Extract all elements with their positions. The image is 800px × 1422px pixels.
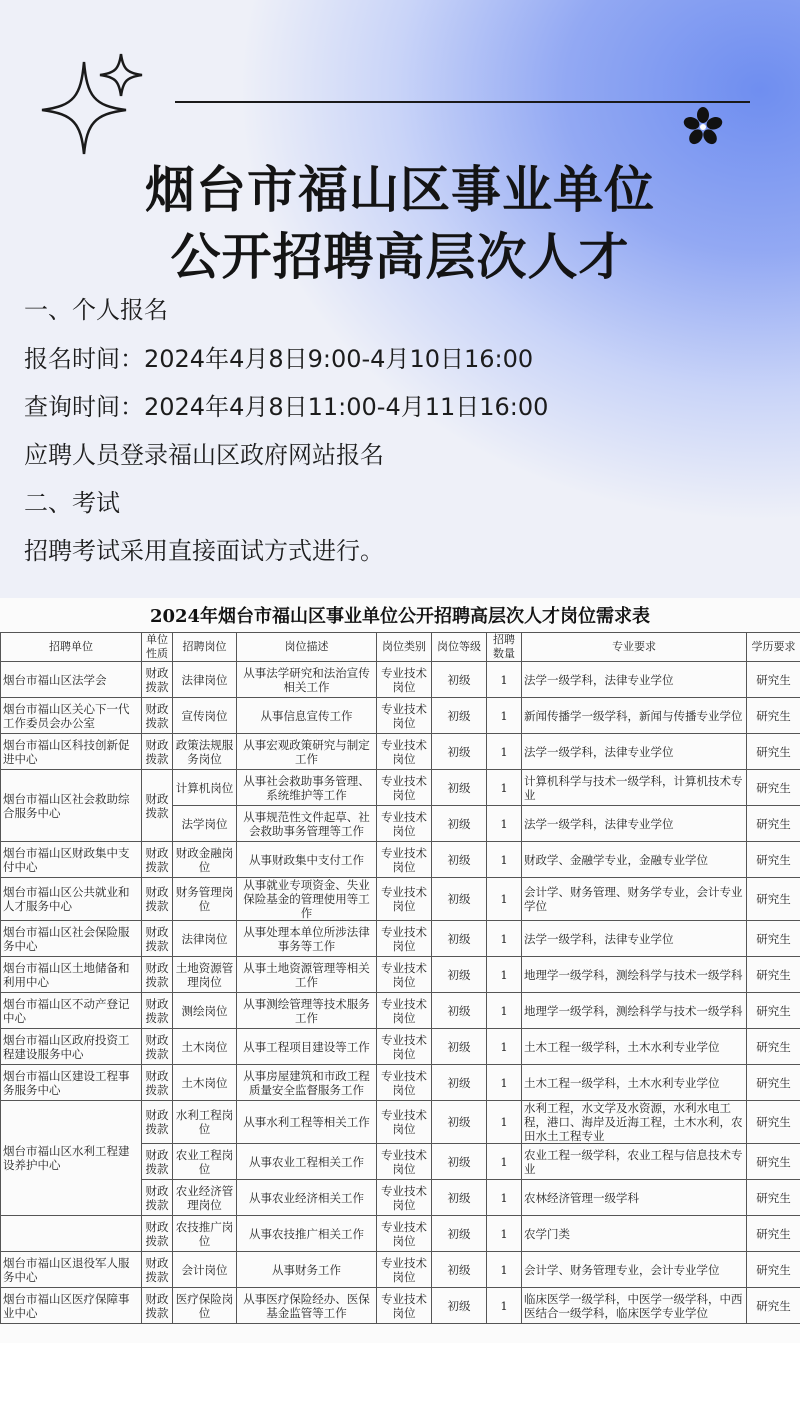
education-cell: 研究生 — [747, 993, 800, 1029]
category-cell: 专业技术岗位 — [377, 770, 432, 806]
post-cell: 财务管理岗位 — [173, 878, 237, 921]
nature-cell: 财政拨款 — [142, 957, 173, 993]
category-cell: 专业技术岗位 — [377, 921, 432, 957]
category-cell: 专业技术岗位 — [377, 1288, 432, 1324]
major-cell: 农业工程一级学科，农业工程与信息技术专业 — [522, 1144, 747, 1180]
post-cell: 法学岗位 — [173, 806, 237, 842]
major-cell: 计算机科学与技术一级学科，计算机技术专业 — [522, 770, 747, 806]
unit-cell: 烟台市福山区科技创新促进中心 — [1, 734, 142, 770]
unit-cell: 烟台市福山区政府投资工程建设服务中心 — [1, 1029, 142, 1065]
count-cell: 1 — [487, 1288, 522, 1324]
description-cell: 从事财务工作 — [237, 1252, 377, 1288]
education-cell: 研究生 — [747, 770, 800, 806]
post-cell: 会计岗位 — [173, 1252, 237, 1288]
count-cell: 1 — [487, 734, 522, 770]
poster-title-line2: 公开招聘高层次人才 — [170, 227, 630, 286]
major-cell: 土木工程一级学科，土木水利专业学位 — [522, 1065, 747, 1101]
decorative-line — [175, 101, 750, 103]
level-cell: 初级 — [432, 770, 487, 806]
category-cell: 专业技术岗位 — [377, 1101, 432, 1144]
major-cell: 法学一级学科，法律专业学位 — [522, 921, 747, 957]
header-cell: 专业要求 — [522, 633, 747, 662]
unit-cell: 烟台市福山区建设工程事务服务中心 — [1, 1065, 142, 1101]
nature-cell: 财政拨款 — [142, 698, 173, 734]
nature-cell: 财政拨款 — [142, 921, 173, 957]
table-row — [1, 878, 800, 921]
post-cell: 土木岗位 — [173, 1065, 237, 1101]
major-cell: 地理学一级学科，测绘科学与技术一级学科 — [522, 993, 747, 1029]
count-cell: 1 — [487, 921, 522, 957]
category-cell: 专业技术岗位 — [377, 1252, 432, 1288]
post-cell: 农业工程岗位 — [173, 1144, 237, 1180]
major-cell: 新闻传播学一级学科，新闻与传播专业学位 — [522, 698, 747, 734]
description-cell: 从事工程项目建设等工作 — [237, 1029, 377, 1065]
table-row — [1, 1101, 800, 1144]
count-cell: 1 — [487, 1180, 522, 1216]
education-cell: 研究生 — [747, 878, 800, 921]
category-cell: 专业技术岗位 — [377, 1216, 432, 1252]
major-cell: 农学门类 — [522, 1216, 747, 1252]
category-cell: 专业技术岗位 — [377, 1029, 432, 1065]
unit-cell — [1, 1216, 142, 1252]
table-row — [1, 921, 800, 957]
table-row — [1, 842, 800, 878]
education-cell: 研究生 — [747, 662, 800, 698]
category-cell: 专业技术岗位 — [377, 957, 432, 993]
count-cell: 1 — [487, 842, 522, 878]
header-cell: 招聘岗位 — [173, 633, 237, 662]
table-row — [1, 770, 800, 806]
major-cell: 农林经济管理一级学科 — [522, 1180, 747, 1216]
count-cell: 1 — [487, 698, 522, 734]
positions-table — [0, 632, 800, 1324]
table-row — [1, 734, 800, 770]
description-cell: 从事财政集中支付工作 — [237, 842, 377, 878]
unit-cell: 烟台市福山区水利工程建设养护中心 — [1, 1101, 142, 1216]
description-cell: 从事水利工程等相关工作 — [237, 1101, 377, 1144]
category-cell: 专业技术岗位 — [377, 1065, 432, 1101]
unit-cell: 烟台市福山区土地储备和利用中心 — [1, 957, 142, 993]
post-cell: 测绘岗位 — [173, 993, 237, 1029]
major-cell: 财政学、金融学专业，金融专业学位 — [522, 842, 747, 878]
header-cell: 招聘数量 — [487, 633, 522, 662]
description-cell: 从事农业工程相关工作 — [237, 1144, 377, 1180]
level-cell: 初级 — [432, 842, 487, 878]
nature-cell: 财政拨款 — [142, 1252, 173, 1288]
query-time: 查询时间：2024年4月8日11:00-4月11日16:00 — [24, 393, 549, 421]
education-cell: 研究生 — [747, 1288, 800, 1324]
level-cell: 初级 — [432, 1065, 487, 1101]
unit-cell: 烟台市福山区社会保险服务中心 — [1, 921, 142, 957]
count-cell: 1 — [487, 1101, 522, 1144]
nature-cell: 财政拨款 — [142, 734, 173, 770]
level-cell: 初级 — [432, 698, 487, 734]
description-cell: 从事测绘管理等技术服务工作 — [237, 993, 377, 1029]
count-cell: 1 — [487, 957, 522, 993]
level-cell: 初级 — [432, 993, 487, 1029]
header-cell: 岗位等级 — [432, 633, 487, 662]
description-cell: 从事就业专项资金、失业保险基金的管理使用等工作 — [237, 878, 377, 921]
category-cell: 专业技术岗位 — [377, 734, 432, 770]
category-cell: 专业技术岗位 — [377, 662, 432, 698]
count-cell: 1 — [487, 1029, 522, 1065]
level-cell: 初级 — [432, 734, 487, 770]
education-cell: 研究生 — [747, 957, 800, 993]
post-cell: 土木岗位 — [173, 1029, 237, 1065]
education-cell: 研究生 — [747, 1216, 800, 1252]
level-cell: 初级 — [432, 806, 487, 842]
poster-title-line1: 烟台市福山区事业单位 — [145, 160, 655, 219]
education-cell: 研究生 — [747, 1029, 800, 1065]
level-cell: 初级 — [432, 921, 487, 957]
education-cell: 研究生 — [747, 734, 800, 770]
unit-cell: 烟台市福山区退役军人服务中心 — [1, 1252, 142, 1288]
unit-cell: 烟台市福山区社会救助综合服务中心 — [1, 770, 142, 842]
table-row — [1, 1252, 800, 1288]
poster-banner — [0, 0, 800, 600]
education-cell: 研究生 — [747, 1065, 800, 1101]
major-cell: 法学一级学科，法律专业学位 — [522, 806, 747, 842]
description-cell: 从事规范性文件起草、社会救助事务管理等工作 — [237, 806, 377, 842]
post-cell: 农业经济管理岗位 — [173, 1180, 237, 1216]
registration-time: 报名时间：2024年4月8日9:00-4月10日16:00 — [24, 345, 534, 373]
nature-cell: 财政拨款 — [142, 842, 173, 878]
header-cell: 岗位描述 — [237, 633, 377, 662]
nature-cell: 财政拨款 — [142, 1288, 173, 1324]
table-row — [1, 1029, 800, 1065]
unit-cell: 烟台市福山区不动产登记中心 — [1, 993, 142, 1029]
count-cell: 1 — [487, 878, 522, 921]
post-cell: 水利工程岗位 — [173, 1101, 237, 1144]
description-cell: 从事房屋建筑和市政工程质量安全监督服务工作 — [237, 1065, 377, 1101]
table-row — [1, 698, 800, 734]
nature-cell: 财政拨款 — [142, 1065, 173, 1101]
description-cell: 从事信息宣传工作 — [237, 698, 377, 734]
post-cell: 宣传岗位 — [173, 698, 237, 734]
description-cell: 从事农技推广相关工作 — [237, 1216, 377, 1252]
major-cell: 法学一级学科，法律专业学位 — [522, 734, 747, 770]
table-row — [1, 993, 800, 1029]
description-cell: 从事宏观政策研究与制定工作 — [237, 734, 377, 770]
nature-cell: 财政拨款 — [142, 1144, 173, 1180]
table-row — [1, 957, 800, 993]
nature-cell: 财政拨款 — [142, 1029, 173, 1065]
level-cell: 初级 — [432, 1252, 487, 1288]
post-cell: 政策法规服务岗位 — [173, 734, 237, 770]
major-cell: 会计学、财务管理、财务学专业，会计专业学位 — [522, 878, 747, 921]
level-cell: 初级 — [432, 1029, 487, 1065]
level-cell: 初级 — [432, 957, 487, 993]
description-cell: 从事处理本单位所涉法律事务等工作 — [237, 921, 377, 957]
category-cell: 专业技术岗位 — [377, 698, 432, 734]
table-header-row — [1, 633, 800, 662]
unit-cell: 烟台市福山区医疗保障事业中心 — [1, 1288, 142, 1324]
level-cell: 初级 — [432, 1101, 487, 1144]
sparkle-small-icon — [98, 52, 144, 98]
nature-cell: 财政拨款 — [142, 878, 173, 921]
level-cell: 初级 — [432, 1180, 487, 1216]
count-cell: 1 — [487, 1216, 522, 1252]
category-cell: 专业技术岗位 — [377, 806, 432, 842]
post-cell: 医疗保险岗位 — [173, 1288, 237, 1324]
table-row — [1, 1288, 800, 1324]
category-cell: 专业技术岗位 — [377, 842, 432, 878]
nature-cell: 财政拨款 — [142, 662, 173, 698]
count-cell: 1 — [487, 1252, 522, 1288]
category-cell: 专业技术岗位 — [377, 878, 432, 921]
level-cell: 初级 — [432, 1144, 487, 1180]
description-cell: 从事社会救助事务管理、系统维护等工作 — [237, 770, 377, 806]
post-cell: 财政金融岗位 — [173, 842, 237, 878]
nature-cell: 财政拨款 — [142, 770, 173, 842]
education-cell: 研究生 — [747, 1144, 800, 1180]
header-cell: 招聘单位 — [1, 633, 142, 662]
count-cell: 1 — [487, 1144, 522, 1180]
exam-method: 招聘考试采用直接面试方式进行。 — [24, 537, 384, 565]
level-cell: 初级 — [432, 1216, 487, 1252]
registration-method: 应聘人员登录福山区政府网站报名 — [24, 441, 384, 469]
category-cell: 专业技术岗位 — [377, 1144, 432, 1180]
count-cell: 1 — [487, 993, 522, 1029]
category-cell: 专业技术岗位 — [377, 993, 432, 1029]
description-cell: 从事医疗保险经办、医保基金监管等工作 — [237, 1288, 377, 1324]
post-cell: 农技推广岗位 — [173, 1216, 237, 1252]
level-cell: 初级 — [432, 1288, 487, 1324]
nature-cell: 财政拨款 — [142, 1180, 173, 1216]
unit-cell: 烟台市福山区财政集中支付中心 — [1, 842, 142, 878]
flower-icon — [682, 106, 724, 148]
nature-cell: 财政拨款 — [142, 993, 173, 1029]
major-cell: 地理学一级学科，测绘科学与技术一级学科 — [522, 957, 747, 993]
section-exam-heading: 二、考试 — [24, 489, 120, 517]
page-bottom-margin — [0, 1343, 800, 1422]
post-cell: 计算机岗位 — [173, 770, 237, 806]
post-cell: 法律岗位 — [173, 662, 237, 698]
nature-cell: 财政拨款 — [142, 1216, 173, 1252]
major-cell: 水利工程，水文学及水资源，水利水电工程，港口、海岸及近海工程，土木水利，农田水土工程专业 — [522, 1101, 747, 1144]
table-row — [1, 1065, 800, 1101]
section-registration-heading: 一、个人报名 — [24, 296, 168, 324]
unit-cell: 烟台市福山区法学会 — [1, 662, 142, 698]
table-row — [1, 662, 800, 698]
header-cell: 单位性质 — [142, 633, 173, 662]
level-cell: 初级 — [432, 662, 487, 698]
education-cell: 研究生 — [747, 921, 800, 957]
count-cell: 1 — [487, 770, 522, 806]
category-cell: 专业技术岗位 — [377, 1180, 432, 1216]
table-title: 2024年烟台市福山区事业单位公开招聘高层次人才岗位需求表 — [149, 606, 651, 627]
level-cell: 初级 — [432, 878, 487, 921]
header-cell: 学历要求 — [747, 633, 800, 662]
nature-cell: 财政拨款 — [142, 1101, 173, 1144]
unit-cell: 烟台市福山区公共就业和人才服务中心 — [1, 878, 142, 921]
post-cell: 法律岗位 — [173, 921, 237, 957]
header-cell: 岗位类别 — [377, 633, 432, 662]
education-cell: 研究生 — [747, 1180, 800, 1216]
description-cell: 从事农业经济相关工作 — [237, 1180, 377, 1216]
major-cell: 临床医学一级学科，中医学一级学科，中西医结合一级学科，临床医学专业学位 — [522, 1288, 747, 1324]
major-cell: 土木工程一级学科，土木水利专业学位 — [522, 1029, 747, 1065]
major-cell: 会计学、财务管理专业，会计专业学位 — [522, 1252, 747, 1288]
table-row — [1, 1216, 800, 1252]
count-cell: 1 — [487, 1065, 522, 1101]
education-cell: 研究生 — [747, 842, 800, 878]
education-cell: 研究生 — [747, 1252, 800, 1288]
education-cell: 研究生 — [747, 1101, 800, 1144]
count-cell: 1 — [487, 806, 522, 842]
post-cell: 土地资源管理岗位 — [173, 957, 237, 993]
education-cell: 研究生 — [747, 698, 800, 734]
unit-cell: 烟台市福山区关心下一代工作委员会办公室 — [1, 698, 142, 734]
education-cell: 研究生 — [747, 806, 800, 842]
description-cell: 从事法学研究和法治宣传相关工作 — [237, 662, 377, 698]
count-cell: 1 — [487, 662, 522, 698]
description-cell: 从事土地资源管理等相关工作 — [237, 957, 377, 993]
major-cell: 法学一级学科，法律专业学位 — [522, 662, 747, 698]
